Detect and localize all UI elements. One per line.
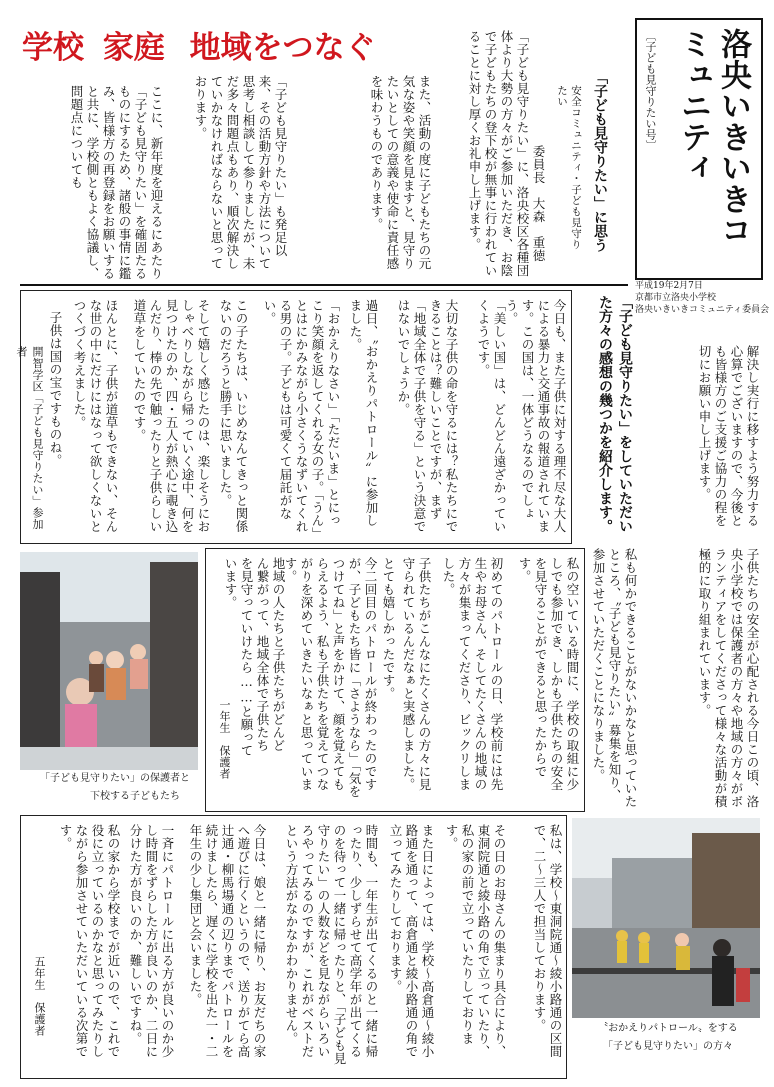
testimonial1-signature: 開智学区「子ども見守りたい」参加者 [15,346,44,530]
newsletter-subtitle: 〔子ども見守りたい号〕 [644,30,657,151]
section2-heading: 「子ども見守りたい」をしていただいた方々の感想の幾つかを紹介します。 [597,295,633,533]
title-part-home: 家庭 [102,30,165,66]
testimonial2-p3: 私の空いている時間に、学校の取組に少しでも参加でき、しかも子供たちの安全を見守ることができると思ったからです。 [517,557,580,791]
testimonial2-p4: 初めてのパトロールの日、学校前には先生やお母さん、そしてたくさんの地域の方々が集まってくださり、ビックリしました。 [441,557,504,791]
issue-info [635,280,770,316]
testimonial2-p1: 子供たちの安全が心配される今日この頃、洛央小学校では保護者の方々や地域の方々がボランティアをしてくださって様々な活動が積極的に取り組まれています。 [697,548,760,808]
issue-publisher-school: 京都市立洛央小学校 [635,293,717,303]
testimonial2-p7: 今二回目のパトロールが終わったのですが、子どもたち皆に「さようなら」「気をつけてね」と声をかけて、顔を覚えてもらえるよう、私も子供たちを覚えてつながりを深めていきたいなぁと思っています。 [283,557,378,798]
testimonial2-signature: 一年生 保護者 [218,699,231,780]
photo-patrol-volunteers-illustration [572,818,760,1018]
testimonial2-p6: とても嬉しかったです。 [381,557,396,700]
masthead-box [635,18,763,280]
testimonial3-p2: その日のお母さんの集まり具合により、東洞院通と綾小路の角で立っていたり、私の家の前で立っていたりしております。 [444,824,507,1058]
testimonial1-p1: 今日も、また子供に対する理不尽な大人による暴力と交通事故の報道されています。この国は、一体どうなるのでしょう。 [504,299,567,533]
testimonial1-p9: 子供は国の宝ですものね。 [48,311,63,467]
title-part-community: 地域をつなぐ [189,30,376,66]
testimonial3-p1: 私は、学校〜東洞院通〜綾小路通の区間で、二〜三人で担当しております。 [532,824,563,1058]
testimonial2-p8: 地域の人たちと子供たちがどんどん繋がって、地域全体で子供たちを見守っていけたら……と願っています。 [223,557,286,757]
issue-publisher-committee: 洛央いきいきコミュニティ委員会 [635,305,770,315]
photo1-caption-line1: 「子ども見守りたい」の保護者と [40,773,190,784]
page-title [22,18,432,78]
testimonial-panel-3 [20,815,567,1079]
testimonial-panel-2 [205,548,585,812]
section1-paragraph-3: 「子ども見守りたい」も発足以来、その活動方針や方法について思考し相談して参りましたが、未だ多々問題点もあり、順次解決していかなければならないと思っております。 [193,75,288,270]
testimonial3-p7: 私の家から学校までが近いので、これで役に立っているのかなと思ってみたりしながら参加させていただいている次第です。 [58,824,121,1058]
testimonial1-p7: そして嬉しく感じたのは、楽しそうにおしゃべりしながら帰っていく途中、何を見つけたのか、四・五人が熱心に覗き込んだり、棒の先で触ったりと子供らしい道草をしていたのです。 [132,299,211,533]
section1-paragraph-4: ここに、新年度を迎えるにあたり「子ども見守りたい」を確固たるものにするため、諸般の事情に鑑み、皆様方の再登録をお願いすると共に、学校側ともよく協議し、問題点についても [69,85,164,280]
testimonial1-p8: ほんとに、子供が道草もできない、そんな世の中にだけにはなって欲しくないとつくづく考えました。 [72,299,119,533]
photo1-caption-line2: 下校する子どもたち [90,791,180,802]
section1-heading: 「子ども見守りたい」に思う [592,70,608,252]
section1-paragraph-2: また、活動の度に子どもたちの元気な姿や笑顔を見ますと、見守りたいとしての意義や使命に責任感を味わうものであります。 [369,75,432,270]
photo-children-walking-home [20,552,198,770]
photo2-caption-line1: 〝おかえりパトロール〟をする [598,1023,738,1034]
testimonial-panel-1 [15,290,572,544]
photo-children-walking-home-illustration [20,552,198,770]
section1-paragraph-5: 解決し実行に移すよう努力する心算でございますので、今後とも皆様方のご支援ご協力の程を切にお願い申し上げます。 [697,345,760,527]
testimonial1-p4: 過日、〝おかえりパトロール〟に参加しました。 [348,299,379,527]
title-part-school: 学校 [22,30,84,66]
testimonial3-p3: また日によっては、学校〜高倉通〜綾小路通を通って、高倉通と綾小路通の角で立ってみたりしております。 [388,824,435,1058]
testimonial1-p5: 「おかえりなさい」「ただいま」とにっこり笑顔を返してくれる女の子。「うん」とはにかみながら小さくうなずいてくれる男の子。子どもは可愛くて届託がない。 [262,299,341,534]
testimonial3-signature: 五年生 保護者 [33,956,46,1037]
newsletter-name: 洛央いきいきコミュニティ [675,28,751,245]
section1-byline-name: 委員長 大森 重徳 [531,145,546,262]
section-divider [20,284,628,286]
testimonial3-p4: 時間も、一年生が出てくるのと一緒に帰ったり、少しずらせて高学年が出てくるのを待って一緒に帰ったりと、「子ども見守りたい」の人数などを見ながらいろいろやってみるのですが、これがベストだという方法がなかなかわかりません。 [284,824,379,1065]
issue-date: 平成19年2月7日 [635,281,703,291]
section1-paragraph-1: 「子ども見守りたい」に、洛央校区各種団体より大勢の方々がご参加いただき、お陰で子どもたちの登下校が無事に行われていることに対し厚くお礼申し上げます。 [467,30,530,277]
photo-patrol-volunteers [572,818,760,1018]
photo2-caption-line2: 「子ども見守りたい」の方々 [603,1041,733,1052]
testimonial2-p5: 子供たちがこんなにたくさんの方々に見守られているんだなぁと実感しました。 [401,557,432,791]
testimonial3-p6: 一斉にパトロールに出る方が良いのか少し時間をずらした方が良いのか、二日に分けた方が良いのか、難しいですね。 [128,824,175,1058]
testimonial1-p6: この子たちは、いじめなんてきっと関係ないのだろうと勝手に思いました。 [218,299,249,533]
testimonial3-p5: 今日は、娘と一緒に帰り、お友だちの家へ遊びに行くというので、送りがてら高辻通・柳馬場通の辺りまでパトロールを続けましたら、遅くに学校を出た一・二年生の少し集団と会いました。 [188,824,267,1058]
testimonial1-p3: 大切な子供の命を守るには？私たちにできることは？難しいことですが、まず「地域全体で子供を守る」という決意ではないでしょうか。 [396,299,459,533]
section1-byline-org: 安全コミュニティ・子ども見守りたい [556,85,582,250]
testimonial2-p2: 私も何かできることがないかなと思っていたところ、〝子ども見守りたい〟募集を知り、参加させていただくことになりました。 [591,548,638,808]
testimonial1-p2: 「美しい国」は、どんどん遠ざかっていくようです。 [476,299,507,533]
